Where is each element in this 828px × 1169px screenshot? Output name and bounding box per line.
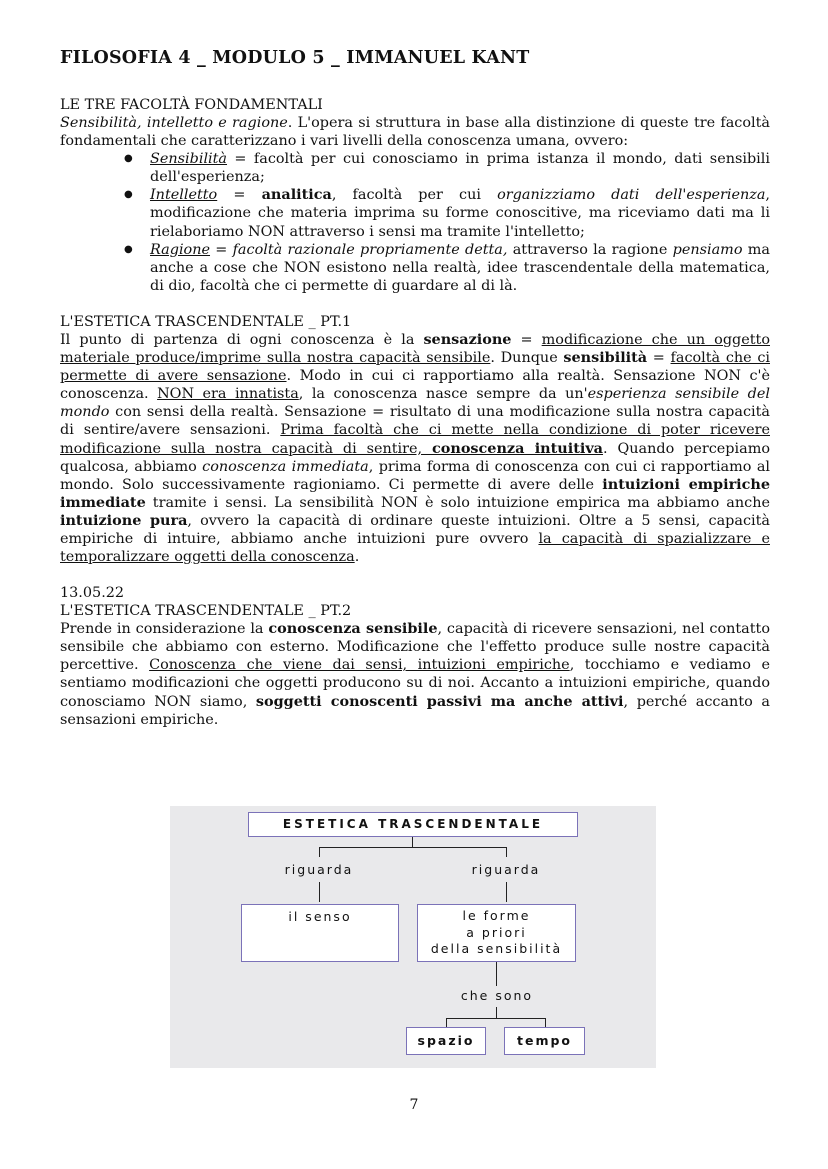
right-box bbox=[417, 904, 576, 962]
leaf-tempo-box bbox=[504, 1027, 585, 1055]
sub-edge-label: che sono bbox=[460, 988, 534, 1003]
page-title: FILOSOFIA 4 _ MODULO 5 _ IMMANUEL KANT bbox=[60, 48, 530, 68]
diagram-root-box bbox=[248, 812, 578, 837]
section-3-body: Prende in considerazione la conoscenza sensibile, capacità di ricevere sensazioni, nel contatto sensibile che abbiamo con esterno. Modificazione che l'effetto produce sulle nostre capacità percettive. Conoscenza che viene dai sensi, intuizioni empiriche, tocchiamo e vediamo e sentiamo modificazioni che oggetti producono su di noi. Accanto a intuizioni empiriche, quando conosciamo NON siamo, soggetti conoscenti passivi ma anche attivi, perché accanto a sensazioni empiriche. bbox=[60, 620, 770, 728]
right-box-line-3: della sensibilità bbox=[430, 941, 563, 956]
left-box bbox=[241, 904, 399, 962]
leaf-tempo-label: tempo bbox=[516, 1033, 572, 1048]
diagram-root-label: ESTETICA TRASCENDENTALE bbox=[282, 817, 544, 831]
list-item-sensibilita: ● Sensibilità = facoltà per cui conosciamo in prima istanza il mondo, dati sensibili dell'esperienza; bbox=[150, 150, 770, 186]
section-2-body: Il punto di partenza di ogni conoscenza è la sensazione = modificazione che un oggetto materiale produce/imprime sulla nostra capacità sensibile. Dunque sensibilità = facoltà che ci permette di avere sensazione. Modo in cui ci rapportiamo alla realtà. Sensazione NON c'è conoscenza. NON era innatista, la conoscenza nasce sempre da un'esperienza sensibile del mondo con sensi della realtà. Sensazione = risultato di una modificazione sulla nostra capacità di sentire/avere sensazioni. Prima facoltà che ci mette nella condizione di poter ricevere modificazione sulla nostra capacità di sentire, conoscenza intuitiva. Quando percepiamo qualcosa, abbiamo conoscenza immediata, prima forma di conoscenza con cui ci rapportiamo al mondo. Solo successivamente ragioniamo. Ci permette di avere delle intuizioni empiriche immediate tramite i sensi. La sensibilità NON è solo intuizione empirica ma abbiamo anche intuizione pura, ovvero la capacità di ordinare queste intuizioni. Oltre a 5 sensi, capacità empiriche di intuire, abbiamo anche intuizioni pure ovvero la capacità di spazializzare e temporalizzare oggetti della conoscenza. bbox=[60, 330, 771, 566]
section-2-heading: L'ESTETICA TRASCENDENTALE _ PT.1 bbox=[60, 313, 352, 330]
leaf-spazio-box bbox=[406, 1027, 486, 1055]
page-number: 7 bbox=[409, 1097, 419, 1113]
concept-diagram bbox=[170, 806, 656, 1068]
left-edge-label: riguarda bbox=[284, 862, 354, 877]
section-1-heading: LE TRE FACOLTÀ FONDAMENTALI bbox=[60, 97, 323, 113]
section-3-heading: L'ESTETICA TRASCENDENTALE _ PT.2 bbox=[60, 603, 352, 620]
list-item-ragione: ● Ragione = facoltà razionale propriamente detta, attraverso la ragione pensiamo ma anche a cose che NON esistono nella realtà, idee trascendentale della matematica, di dio, facoltà che ci permette di guardare al di là. bbox=[150, 241, 770, 295]
section-3-date: 13.05.22 bbox=[60, 585, 125, 602]
faculties-list bbox=[60, 150, 770, 295]
left-box-label: il senso bbox=[288, 909, 352, 924]
right-box-line-1: le forme bbox=[462, 908, 531, 923]
right-edge-label: riguarda bbox=[471, 862, 541, 877]
document-page bbox=[60, 48, 770, 729]
leaf-spazio-label: spazio bbox=[417, 1033, 475, 1048]
right-box-line-2: a priori bbox=[466, 924, 527, 940]
list-item-intelletto: ● Intelletto = analitica, facoltà per cui organizziamo dati dell'esperienza, modificazione che materia imprima su forme conoscitive, ma riceviamo dati ma li rielaboriamo NON attraverso i sensi ma tramite l'intelletto; bbox=[150, 186, 770, 240]
section-1-intro: Sensibilità, intelletto e ragione. L'opera si struttura in base alla distinzione di queste tre facoltà fondamentali che caratterizzano i vari livelli della conoscenza umana, ovvero: bbox=[60, 115, 770, 150]
